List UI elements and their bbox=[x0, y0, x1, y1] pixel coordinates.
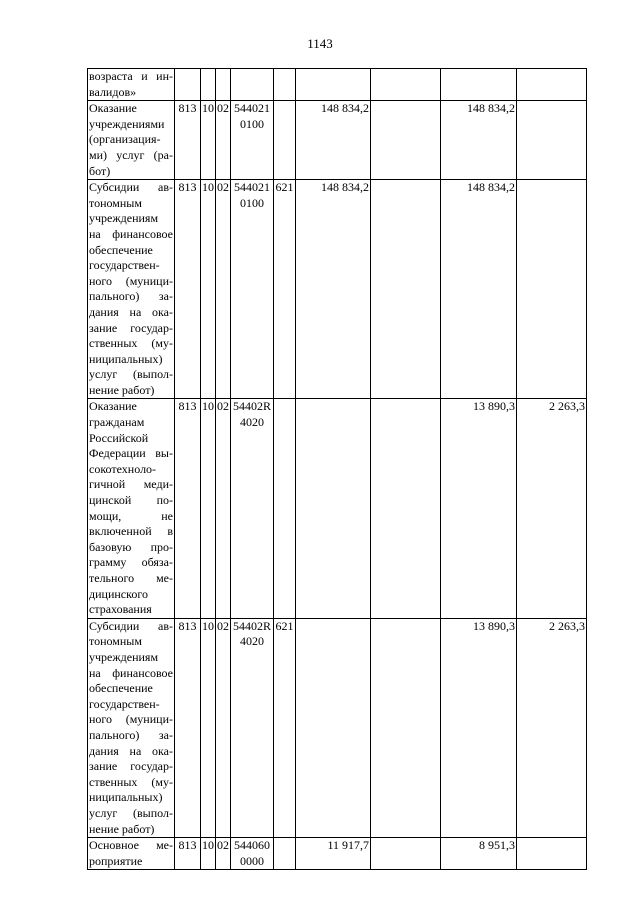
amount-col-2 bbox=[371, 101, 441, 180]
row-name-line: дицинского bbox=[89, 586, 148, 601]
row-name-line: ми) услуг (ра- bbox=[89, 147, 173, 162]
row-name-line: ственных (му- bbox=[89, 774, 173, 789]
amount-col-2 bbox=[371, 180, 441, 399]
target-article: 544021 0100 bbox=[231, 180, 274, 399]
expense-type bbox=[274, 838, 296, 870]
row-name-line: обеспечение bbox=[89, 242, 153, 257]
expense-type bbox=[274, 101, 296, 180]
row-name-line: цинской по- bbox=[89, 493, 173, 508]
row-name-line: ственных (му- bbox=[89, 336, 173, 351]
row-name-line: дания на ока- bbox=[89, 304, 173, 319]
row-name-line: пального) за- bbox=[89, 727, 173, 742]
table-row bbox=[88, 180, 587, 399]
expense-type: 621 bbox=[274, 180, 296, 399]
row-name-line: зание государ- bbox=[89, 759, 173, 774]
row-name-line: включенной в bbox=[89, 524, 173, 539]
row-name-line: базовую про- bbox=[89, 539, 173, 554]
page-number: 1143 bbox=[307, 36, 333, 51]
row-name-line: страхования bbox=[89, 602, 152, 617]
amount-col-2 bbox=[371, 618, 441, 837]
row-name bbox=[88, 101, 175, 180]
row-name bbox=[88, 838, 175, 870]
row-name-line: Федерации вы- bbox=[89, 446, 173, 461]
ministry-code: 813 bbox=[175, 399, 201, 618]
amount-col-3: 8 951,3 bbox=[441, 838, 517, 870]
row-name-line: сокотехноло- bbox=[89, 461, 157, 476]
row-name-line: тельного ме- bbox=[89, 571, 173, 585]
row-name-line: обеспечение bbox=[89, 681, 153, 696]
row-name-line: бот) bbox=[89, 163, 111, 178]
amount-col-3: 13 890,3 bbox=[441, 399, 517, 618]
row-name-line: учреждениями bbox=[89, 116, 165, 131]
row-name-line: пального) за- bbox=[89, 289, 173, 304]
row-name-line: грамму обяза- bbox=[89, 555, 173, 570]
row-name-line: на финансовое bbox=[89, 665, 173, 680]
row-name bbox=[88, 618, 175, 837]
amount-col-1: 11 917,7 bbox=[296, 838, 371, 870]
amount-col-1: 148 834,2 bbox=[296, 101, 371, 180]
subsection-code: 02 bbox=[216, 101, 231, 180]
subsection-code: 02 bbox=[216, 618, 231, 837]
target-article: 54402R 4020 bbox=[231, 399, 274, 618]
amount-col-3: 148 834,2 bbox=[441, 180, 517, 399]
subsection-code bbox=[216, 69, 231, 101]
table-row bbox=[88, 838, 587, 870]
expense-type bbox=[274, 399, 296, 618]
amount-col-4: 2 263,3 bbox=[517, 618, 587, 837]
section-code: 10 bbox=[201, 399, 216, 618]
row-name bbox=[88, 399, 175, 618]
table-row bbox=[88, 618, 587, 837]
section-code: 10 bbox=[201, 838, 216, 870]
row-name-line: Российской bbox=[89, 430, 149, 445]
amount-col-4 bbox=[517, 101, 587, 180]
row-name-line: дания на ока- bbox=[89, 743, 173, 758]
row-name-line: (организация- bbox=[89, 132, 161, 147]
row-name-line: гражданам bbox=[89, 415, 145, 430]
row-name bbox=[88, 69, 175, 101]
row-name-line: валидов» bbox=[89, 84, 137, 99]
row-name bbox=[88, 180, 175, 399]
amount-col-3: 148 834,2 bbox=[441, 101, 517, 180]
row-name-line: Субсидии ав- bbox=[89, 180, 173, 195]
row-name-line: услуг (выпол- bbox=[89, 805, 173, 820]
row-name-line: Оказание bbox=[89, 399, 137, 414]
amount-col-3 bbox=[441, 69, 517, 101]
row-name-line: ниципальных) bbox=[89, 351, 163, 366]
ministry-code: 813 bbox=[175, 838, 201, 870]
subsection-code: 02 bbox=[216, 180, 231, 399]
amount-col-1 bbox=[296, 69, 371, 101]
row-name-line: Основное ме- bbox=[89, 838, 173, 853]
row-name-line: нение работ) bbox=[89, 382, 155, 397]
amount-col-4: 2 263,3 bbox=[517, 399, 587, 618]
row-name-line: ного (муници- bbox=[89, 273, 173, 288]
row-name-line: ниципальных) bbox=[89, 790, 163, 805]
amount-col-1: 148 834,2 bbox=[296, 180, 371, 399]
table-body bbox=[88, 69, 587, 870]
amount-col-2 bbox=[371, 399, 441, 618]
amount-col-3: 13 890,3 bbox=[441, 618, 517, 837]
subsection-code: 02 bbox=[216, 399, 231, 618]
section-code: 10 bbox=[201, 618, 216, 837]
row-name-line: государствен- bbox=[89, 258, 160, 273]
row-name-line: государствен- bbox=[89, 696, 160, 711]
row-name-line: учреждениям bbox=[89, 211, 159, 226]
row-name-line: ного (муници- bbox=[89, 712, 173, 727]
row-name-line: Оказание bbox=[89, 101, 137, 116]
row-name-line: тономным bbox=[89, 634, 142, 649]
table-row bbox=[88, 69, 587, 101]
amount-col-1 bbox=[296, 618, 371, 837]
target-article: 54402R 4020 bbox=[231, 618, 274, 837]
target-article bbox=[231, 69, 274, 101]
expense-type: 621 bbox=[274, 618, 296, 837]
row-name-line: возраста и ин- bbox=[89, 69, 173, 83]
ministry-code: 813 bbox=[175, 618, 201, 837]
amount-col-2 bbox=[371, 838, 441, 870]
section-code: 10 bbox=[201, 180, 216, 399]
row-name-line: зание государ- bbox=[89, 320, 173, 335]
row-name-line: мощи, не bbox=[89, 508, 173, 523]
ministry-code: 813 bbox=[175, 180, 201, 399]
amount-col-4 bbox=[517, 838, 587, 870]
row-name-line: услуг (выпол- bbox=[89, 367, 173, 382]
amount-col-2 bbox=[371, 69, 441, 101]
table-row bbox=[88, 101, 587, 180]
row-name-line: гичной меди- bbox=[89, 477, 173, 492]
budget-table bbox=[87, 68, 587, 870]
ministry-code: 813 bbox=[175, 101, 201, 180]
ministry-code bbox=[175, 69, 201, 101]
section-code bbox=[201, 69, 216, 101]
table-row bbox=[88, 399, 587, 618]
amount-col-1 bbox=[296, 399, 371, 618]
amount-col-4 bbox=[517, 69, 587, 101]
amount-col-4 bbox=[517, 180, 587, 399]
row-name-line: тономным bbox=[89, 195, 142, 210]
row-name-line: нение работ) bbox=[89, 821, 155, 836]
row-name-line: на финансовое bbox=[89, 226, 173, 241]
target-article: 544060 0000 bbox=[231, 838, 274, 870]
expense-type bbox=[274, 69, 296, 101]
subsection-code: 02 bbox=[216, 838, 231, 870]
row-name-line: роприятие bbox=[89, 853, 143, 868]
row-name-line: учреждениям bbox=[89, 649, 159, 664]
target-article: 544021 0100 bbox=[231, 101, 274, 180]
row-name-line: Субсидии ав- bbox=[89, 618, 173, 633]
section-code: 10 bbox=[201, 101, 216, 180]
